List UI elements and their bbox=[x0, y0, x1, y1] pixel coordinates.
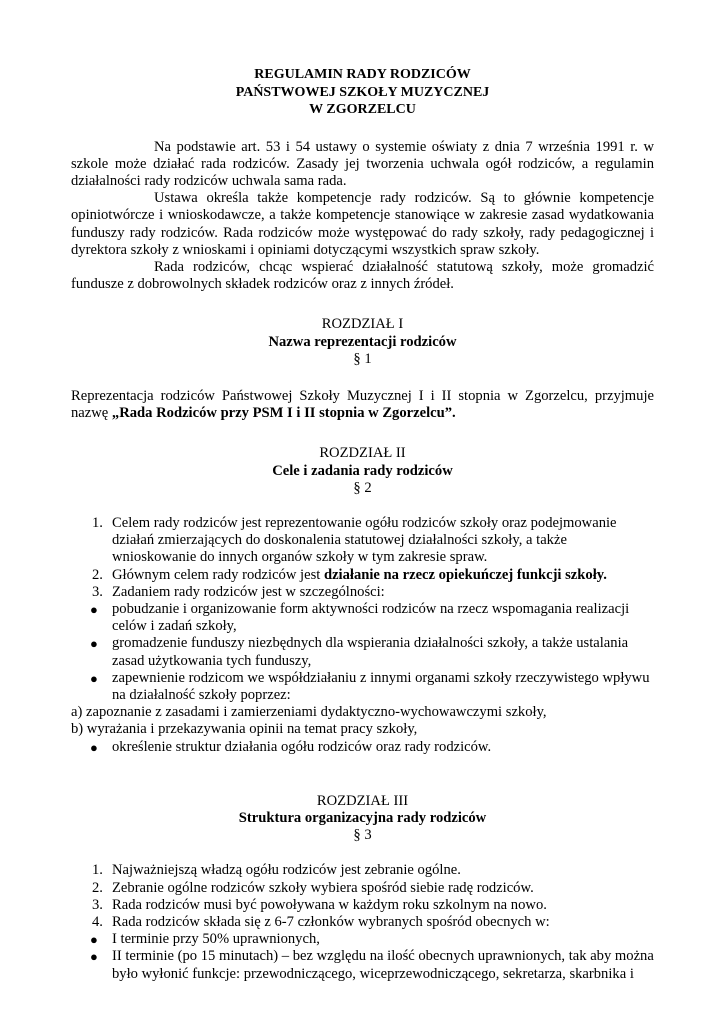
list-marker: 1. bbox=[92, 514, 103, 531]
list-item bbox=[71, 914, 654, 931]
chapter-1-text bbox=[71, 388, 654, 422]
list-item bbox=[71, 897, 654, 914]
intro-paragraph-1: Na podstawie art. 53 i 54 ustawy o systemie oświaty z dnia 7 września 1991 r. w szkole może działać rada rodziców. Zasady jej tworzenia uchwala ogół rodziców, a regulamin działalności rady rodziców uchwala sama rada. bbox=[71, 138, 654, 189]
list-item bbox=[71, 584, 654, 601]
bullet-item bbox=[71, 601, 654, 635]
bullet-icon: ● bbox=[90, 636, 98, 652]
title-line-1: REGULAMIN RADY RODZICÓW bbox=[254, 67, 471, 82]
list-item bbox=[71, 515, 654, 567]
list-item-text: Zebranie ogólne rodziców szkoły wybiera spośród siebie radę rodziców. bbox=[112, 879, 534, 896]
document-title bbox=[71, 66, 654, 119]
bullet-item-text: II terminie (po 15 minutach) – bez względu na ilość obecnych uprawnionych, tak aby można było wyłonić funkcje: przewodniczącego, wiceprzewodniczącego, sekretarza, skarbnika i bbox=[112, 948, 654, 982]
list-item-text: Celem rady rodziców jest reprezentowanie ogółu rodziców szkoły oraz podejmowanie działań zmierzających do doskonalenia statutowej działalności szkoły, a także wnioskowanie do innych organów szkoły w tym zakresie spraw. bbox=[112, 514, 617, 566]
list-item-text: Zadaniem rady rodziców jest w szczególności: bbox=[112, 583, 385, 600]
list-item bbox=[71, 880, 654, 897]
list-marker: 3. bbox=[92, 896, 103, 913]
list-item bbox=[71, 567, 654, 584]
chapter-1-text-plain: Reprezentacja rodziców Państwowej Szkoły Muzycznej I i II stopnia w Zgorzelcu, przyjmuje nazwę bbox=[71, 387, 654, 422]
intro-paragraph-3: Rada rodziców, chcąc wspierać działalność statutową szkoły, może gromadzić fundusze z dobrowolnych składek rodziców oraz z innych źródeł. bbox=[71, 258, 654, 293]
bullet-icon: ● bbox=[90, 949, 98, 965]
chapter-2-heading: ROZDZIAŁ II bbox=[319, 445, 406, 462]
bullet-item bbox=[71, 635, 654, 669]
list-marker: 4. bbox=[92, 914, 103, 931]
sub-item-a: a) zapoznanie z zasadami i zamierzeniami dydaktyczno-wychowawczymi szkoły, bbox=[71, 704, 547, 721]
bullet-item-text: I terminie przy 50% uprawnionych, bbox=[112, 931, 320, 948]
bullet-icon: ● bbox=[90, 670, 98, 686]
list-item-text: Rada rodziców składa się z 6-7 członków wybranych spośród obecnych w: bbox=[112, 914, 550, 931]
bullet-item bbox=[71, 670, 654, 704]
bullet-icon: ● bbox=[90, 932, 98, 948]
bullet-item-text: zapewnienie rodzicom we współdziałaniu z innymi organami szkoły rzeczywistego wpływu na działalność szkoły poprzez: bbox=[112, 669, 650, 703]
list-marker: 3. bbox=[92, 583, 103, 600]
section-1-marker: § 1 bbox=[353, 350, 372, 367]
sub-item-b: b) wyrażania i przekazywania opinii na temat pracy szkoły, bbox=[71, 721, 418, 738]
chapter-3-subtitle: Struktura organizacyjna rady rodziców bbox=[238, 810, 487, 826]
bullet-item-text: określenie struktur działania ogółu rodziców oraz rady rodziców. bbox=[112, 738, 492, 755]
bullet-item-text: pobudzanie i organizowanie form aktywności rodziców na rzecz wspomagania realizacji celów i zadań szkoły, bbox=[112, 600, 630, 635]
bullet-icon: ● bbox=[90, 739, 98, 755]
document-body bbox=[71, 66, 654, 983]
list-item-text: Głównym celem rady rodziców jest bbox=[112, 566, 324, 583]
list-item-text: Rada rodziców musi być powoływana w każdym roku szkolnym na nowo. bbox=[112, 896, 547, 913]
chapter-2-subtitle: Cele i zadania rady rodziców bbox=[272, 462, 453, 479]
bullet-item bbox=[71, 931, 654, 948]
list-item-text: Najważniejszą władzą ogółu rodziców jest zebranie ogólne. bbox=[112, 862, 461, 879]
list-item bbox=[71, 862, 654, 879]
list-item-bold-text: działanie na rzecz opiekuńczej funkcji szkoły. bbox=[323, 566, 607, 583]
bullet-icon: ● bbox=[90, 601, 98, 617]
section-2-marker: § 2 bbox=[353, 479, 372, 496]
section-3-marker: § 3 bbox=[353, 827, 372, 844]
list-marker: 2. bbox=[92, 879, 103, 896]
bullet-item-text: gromadzenie funduszy niezbędnych dla wspierania działalności szkoły, a także ustalania zasad użytkowania tych funduszy, bbox=[112, 635, 629, 669]
list-marker: 2. bbox=[92, 566, 103, 583]
chapter-1-subtitle: Nazwa reprezentacji rodziców bbox=[268, 333, 457, 350]
bullet-item bbox=[71, 739, 654, 756]
chapter-1-heading: ROZDZIAŁ I bbox=[321, 316, 404, 333]
bullet-item bbox=[71, 948, 654, 982]
list-marker: 1. bbox=[92, 862, 103, 879]
chapter-3-heading: ROZDZIAŁ III bbox=[316, 792, 409, 809]
title-line-2: PAŃSTWOWEJ SZKOŁY MUZYCZNEJ bbox=[235, 84, 490, 100]
title-line-3: W ZGORZELCU bbox=[309, 102, 416, 117]
chapter-1-text-bold: „Rada Rodziców przy PSM I i II stopnia w Zgorzelcu”. bbox=[111, 405, 456, 422]
intro-paragraph-2: Ustawa określa także kompetencje rady rodziców. Są to głównie kompetencje opiniotwórcze i wnioskodawcze, a także kompetencje stanowiące w zakresie zasad wydatkowania funduszy rady rodziców. Rada rodziców może występować do rady szkoły, rady pedagogicznej i dyrektora szkoły z wnioskami i opiniami dotyczącymi wszystkich spraw szkoły. bbox=[71, 190, 654, 258]
